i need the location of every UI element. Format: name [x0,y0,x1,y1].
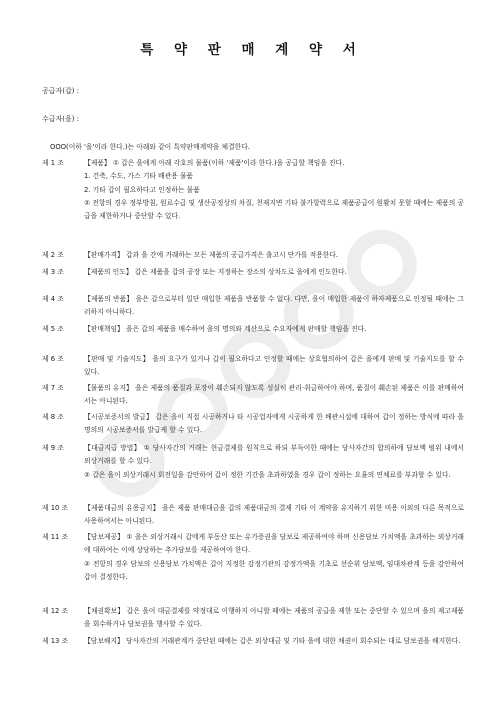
intro-text: OOO(이하 '을'이라 한다.)는 아래와 같이 특약판매계약을 체결한다. [50,143,250,151]
article-item: 2. 기타 갑이 필요하다고 인정하는 물품 [84,185,200,194]
article-clause: ② 전항의 경우 담보의 신용담보 가치액은 갑이 지정한 감정기관의 감정가액을 기초로 선순위 담보액, 임대차관계 등을 감안하여 갑이 결정한다. [84,559,464,581]
article-number: 제 6 조 [42,355,64,363]
article-text: 【물품의 유지】 을은 제품의 품질과 포장이 훼손되지 않도록 성실히 관리·취급하여야 하며, 품질이 훼손된 제품은 이를 판매하여서는 아니된다. [84,384,464,406]
article-text: 【판매책임】 을은 갑의 제품을 매수하여 을의 명의와 계산으로 수요자에게 판매할 책임을 진다. [84,325,367,333]
article-number: 제 1 조 [42,159,64,167]
article-text: 【대금지급 방법】 ① 당사자간의 거래는 현금결제를 원칙으로 하되 부득이한 때에는 당사자간의 합의하에 담보액 범위 내에서 외상거래를 할 수 있다. [84,444,465,466]
article-9 [42,442,464,482]
article-number: 제 11 조 [42,533,69,541]
article-number: 제 8 조 [42,413,64,421]
article-5 [42,323,464,336]
article-3 [42,266,464,279]
article-12 [42,605,464,632]
article-text: 【제품의 반품】 을은 갑으로부터 일단 매입한 제품을 반품할 수 없다. 다만, 을이 매입한 제품이 하자제품으로 인정될 때에는 그러하지 아니하다. [84,295,464,317]
article-number: 제 10 조 [42,504,69,512]
supplier-label: 공급자(갑) : [42,87,80,95]
article-clause: ② 전항의 경우 정부방침, 원료수급 및 생산공정상의 차질, 천재지변 기타 불가항력으로 제품공급이 원활치 못할 때에는 제품의 공급을 제한하거나 중단할 수 있다. [84,198,464,221]
article-7 [42,382,464,409]
receiver-label: 수급자(을) : [42,115,80,123]
document-title: 특 약 판 매 계 약 서 [140,42,364,58]
article-2 [42,249,464,262]
article-number: 제 9 조 [42,444,64,452]
article-number: 제 12 조 [42,607,69,615]
article-text: 【시공보증서의 발급】 갑은 을이 직접 시공하거나 타 시공업자에게 시공하게 한 배관시설에 대하여 갑이 정하는 방식에 따라 을 명의의 시공보증서를 발급케 할 수 있다. [84,413,464,435]
article-11 [42,531,464,584]
article-10 [42,502,464,529]
article-number: 제 3 조 [42,268,64,276]
article-clause: ② 갑은 을이 외상거래시 회전일을 감안하여 갑이 정한 기간을 초과하였을 경우 갑이 정하는 요율의 연체료를 부과할 수 있다. [84,470,451,479]
article-number: 제 4 조 [42,295,64,303]
article-1 [42,157,464,223]
article-text: 【채권확보】 갑은 을이 대금결제를 약정대로 이행하지 아니할 때에는 제품의 공급을 제한 또는 중단할 수 있으며 을의 재고제품을 회수하거나 담보권을 행사할 수 있다. [84,607,464,629]
article-text: 【제품】 ① 갑은 을에게 아래 각호의 물품(이하 '제품'이라 한다.)을 공급할 책임을 진다. [84,159,345,167]
article-text: 【제품의 인도】 갑은 제품을 갑의 공장 또는 지정하는 장소의 상차도로 을에게 인도한다. [84,268,347,276]
article-number: 제 7 조 [42,384,64,392]
article-6 [42,353,464,380]
article-text: 【판매가격】 갑과 을 간에 거래하는 모든 제품의 공급가격은 출고시 단가를 적용한다. [84,251,339,259]
article-text: 【제품대금의 유용금지】 을은 제품 판매대금을 갑의 제품대금의 결제 기타 이 계약을 유지하기 위한 비용 이외의 다른 목적으로 사용하여서는 아니된다. [84,504,464,526]
article-item: 1. 건축, 수도, 가스 기타 배관용 물품 [84,172,194,181]
article-4 [42,293,464,320]
article-text: 【담보제공】 ① 을은 외상거래시 갑에게 부동산 또는 유가증권을 담보로 제공하여야 하며 신용담보 가치액을 초과하는 외상거래에 대하여는 이에 상당하는 추가담보를 제공하여야 한다. [84,533,464,555]
article-text: 【담보해지】 당사자간의 거래관계가 중단된 때에는 갑은 외상대금 및 기타 을에 대한 채권이 회수되는 대로 담보권을 해지한다. [84,637,461,645]
article-text: 【판매 및 기술지도】 을의 요구가 있거나 갑이 필요하다고 인정할 때에는 상호협의하여 갑은 을에게 판매 및 기술지도를 할 수 있다. [84,355,464,377]
article-13 [42,635,464,648]
article-number: 제 13 조 [42,637,69,645]
article-number: 제 5 조 [42,325,64,333]
article-8 [42,411,464,438]
article-number: 제 2 조 [42,251,64,259]
